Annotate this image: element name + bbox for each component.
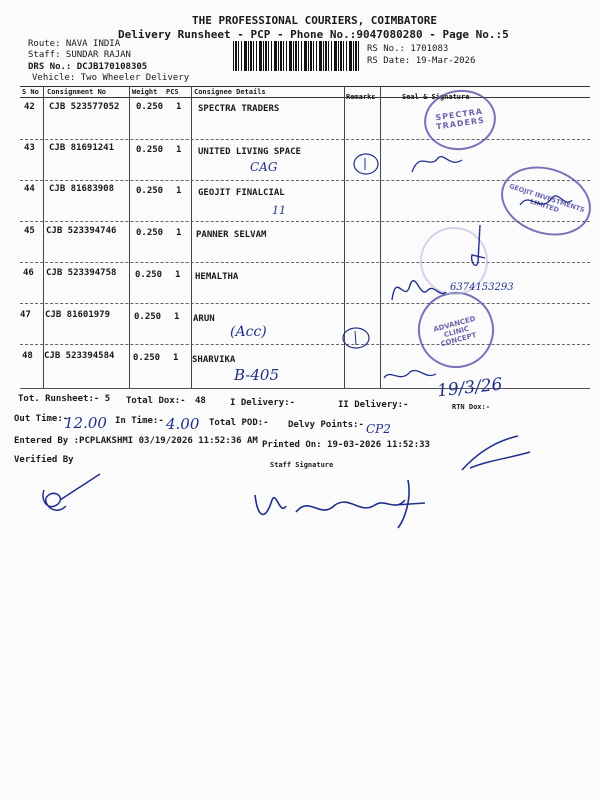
row-pcs: 1 xyxy=(176,186,182,196)
row-consignment: CJB 523394758 xyxy=(46,268,117,278)
handwritten-date: 19/3/26 xyxy=(436,374,504,402)
total-dox-label: Total Dox:- xyxy=(126,396,186,406)
company-title: THE PROFESSIONAL COURIERS, COIMBATORE xyxy=(192,14,438,27)
row-consignee: SPECTRA TRADERS xyxy=(198,104,280,114)
staff-label: Staff: SUNDAR RAJAN xyxy=(28,50,131,60)
total-pod-label: Total POD:- xyxy=(209,418,269,428)
row-sno: 42 xyxy=(24,102,35,112)
row-sno: 43 xyxy=(24,143,35,153)
col-header-remarks: Remarks xyxy=(346,93,376,101)
row-consignment: CJB 81691241 xyxy=(49,143,115,153)
row-weight: 0.250 xyxy=(134,312,162,322)
row-pcs: 1 xyxy=(176,102,182,112)
handwritten-remark: 11 xyxy=(272,204,286,217)
runsheet-subtitle: Delivery Runsheet - PCP - Phone No.:9047080280 - Page No.:5 xyxy=(118,28,509,41)
in-time-label: In Time:- xyxy=(115,416,164,426)
row-pcs: 1 xyxy=(176,145,182,155)
row-consignee: UNITED LIVING SPACE xyxy=(198,147,301,157)
row-sno: 44 xyxy=(24,184,35,194)
handwritten-remark: B-405 xyxy=(234,366,279,384)
entered-by: Entered By :PCPLAKSHMI 03/19/2026 11:52:36 AM xyxy=(14,436,258,446)
row-weight: 0.250 xyxy=(136,102,164,112)
handwritten-phone: 6374153293 xyxy=(450,282,514,293)
row-weight: 0.250 xyxy=(136,228,164,238)
col-header-consignee: Consignee Details xyxy=(194,88,266,96)
geojit-stamp: GEOJIT INVESTMENTS LIMITED xyxy=(492,155,600,246)
row-sno: 45 xyxy=(24,226,35,236)
row-consignee: SHARVIKA xyxy=(192,355,236,365)
in-time-value: 4.00 xyxy=(166,415,200,433)
delvy-points-label: Delvy Points:- xyxy=(288,420,364,430)
row-consignment: CJB 81683908 xyxy=(49,184,115,194)
row-consignee: PANNER SELVAM xyxy=(196,230,267,240)
total-runsheet: Tot. Runsheet:- 5 xyxy=(18,394,111,404)
col-header-weight: Weight xyxy=(132,88,158,96)
handwritten-remark: (Acc) xyxy=(230,324,267,340)
advanced-clinic-stamp: ADVANCED CLINIC CONCEPT xyxy=(409,283,502,376)
vehicle-label: Vehicle: Two Wheeler Delivery xyxy=(32,73,190,83)
spectra-traders-stamp: SPECTRA TRADERS xyxy=(420,85,500,154)
row-weight: 0.250 xyxy=(136,186,164,196)
out-time-label: Out Time:- xyxy=(14,414,69,424)
row-weight: 0.250 xyxy=(133,353,161,363)
row-sno: 46 xyxy=(23,268,34,278)
pod-value: CP2 xyxy=(366,422,391,436)
row-pcs: 1 xyxy=(176,228,182,238)
handwritten-remark: CAG xyxy=(250,160,278,174)
row-weight: 0.250 xyxy=(136,145,164,155)
col-header-consignment: Consignment No xyxy=(47,88,107,96)
row-weight: 0.250 xyxy=(135,270,163,280)
row-consignment: CJB 523394746 xyxy=(46,226,117,236)
row-consignment: CJB 523394584 xyxy=(44,351,115,361)
printed-on: Printed On: 19-03-2026 11:52:33 xyxy=(262,440,430,450)
i-delivery-label: I Delivery:- xyxy=(230,398,296,408)
out-time-value: 12.00 xyxy=(64,414,107,432)
route-label: Route: NAVA INDIA xyxy=(28,39,121,49)
total-dox-value: 48 xyxy=(195,396,206,406)
row-pcs: 1 xyxy=(174,312,180,322)
row-consignee: GEOJIT FINALCIAL xyxy=(198,188,285,198)
row-sno: 47 xyxy=(20,310,31,320)
staff-signature-label: Staff Signature xyxy=(270,461,334,469)
rs-number: RS No.: 1701083 xyxy=(367,44,449,54)
verified-by-label: Verified By xyxy=(14,455,74,465)
row-consignee: ARUN xyxy=(193,314,215,324)
rs-date: RS Date: 19-Mar-2026 xyxy=(367,56,476,66)
col-header-sno: S No xyxy=(22,88,39,96)
row-pcs: 1 xyxy=(173,353,179,363)
row-consignment: CJB 81601979 xyxy=(45,310,111,320)
drs-label: DRS No.: DCJB170108305 xyxy=(28,62,148,72)
rtn-dox-label: RTN Dox:- xyxy=(452,403,490,411)
row-consignee: HEMALTHA xyxy=(195,272,239,282)
row-consignment: CJB 523577052 xyxy=(49,102,120,112)
col-header-seal: Seal & Signature xyxy=(402,93,470,101)
ii-delivery-label: II Delivery:- xyxy=(338,400,409,410)
row-sno: 48 xyxy=(22,351,33,361)
row-pcs: 1 xyxy=(175,270,181,280)
col-header-pcs: PCS xyxy=(166,88,179,96)
